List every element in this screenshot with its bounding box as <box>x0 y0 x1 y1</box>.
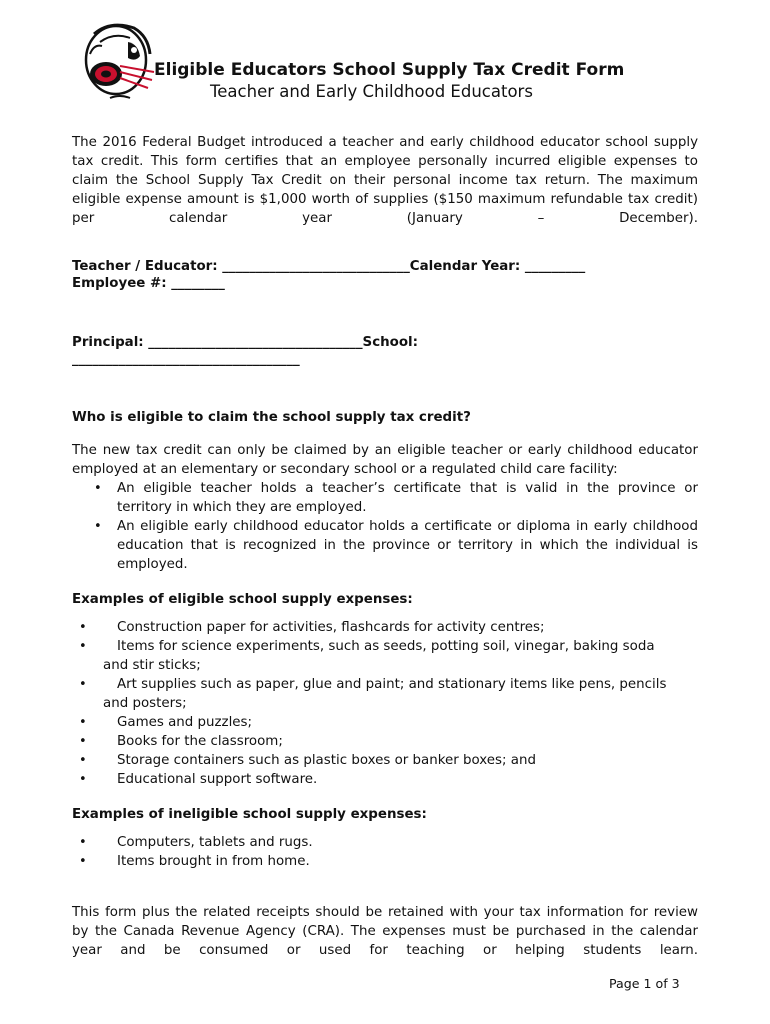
eligible-examples-list <box>72 618 698 789</box>
bullet-icon: • <box>79 677 87 692</box>
eligibility-list <box>72 479 698 574</box>
page-number: Page 1 of 3 <box>609 976 680 991</box>
bullet-icon: • <box>79 772 87 787</box>
bullet-icon: • <box>79 753 87 768</box>
bullet-icon: • <box>79 715 87 730</box>
list-item: • Items brought in from home. <box>79 854 310 869</box>
list-item: • An eligible early childhood educator holds a certificate or diploma in early childhood education that is recognized in the province or territory in which the individual is employed. <box>94 519 698 572</box>
intro-paragraph: The 2016 Federal Budget introduced a teacher and early childhood educator school supply tax credit. This form certifies that an employee personally incurred eligible expenses to claim the School Supply Tax Credit on their personal income tax return. The maximum eligible expense amount is $1,000 worth of supplies ($150 maximum refundable tax credit) per calendar year (January – December). <box>72 135 698 226</box>
school-district-logo <box>80 14 160 102</box>
principal-school-field[interactable]: Principal: ________________________________School: <box>72 335 419 350</box>
employee-number-field[interactable]: Employee #: ________ <box>72 276 225 291</box>
bullet-icon: • <box>79 854 87 869</box>
list-item: • Educational support software. <box>79 772 318 787</box>
bullet-icon: • <box>79 734 87 749</box>
teacher-calendar-field[interactable]: Teacher / Educator: ____________________________Calendar Year: _________ <box>72 259 586 274</box>
list-item: • Books for the classroom; <box>79 734 283 749</box>
form-subtitle: Teacher and Early Childhood Educators <box>210 82 533 101</box>
form-title: Eligible Educators School Supply Tax Credit Form <box>154 60 625 80</box>
list-item: • An eligible teacher holds a teacher’s certificate that is valid in the province or territory in which they are employed. <box>94 481 698 515</box>
closing-paragraph: This form plus the related receipts should be retained with your tax information for review by the Canada Revenue Agency (CRA). The expenses must be purchased in the calendar year and be consumed or used for teaching or helping students learn. <box>72 905 698 958</box>
bullet-icon: • <box>79 835 87 850</box>
bullet-icon: • <box>79 620 87 635</box>
eligibility-heading: Who is eligible to claim the school supply tax credit? <box>72 410 471 425</box>
list-item: • Games and puzzles; <box>79 715 253 730</box>
school-name-field[interactable]: __________________________________ <box>72 352 300 367</box>
bullet-icon: • <box>79 639 87 654</box>
list-item: • Construction paper for activities, flashcards for activity centres; <box>79 620 545 635</box>
list-item: • Items for science experiments, such as seeds, potting soil, vinegar, baking soda and stir sticks; <box>79 639 655 673</box>
eligible-examples-heading: Examples of eligible school supply expenses: <box>72 592 413 607</box>
list-item: • Art supplies such as paper, glue and paint; and stationary items like pens, pencils and posters; <box>79 677 667 711</box>
list-item: • Storage containers such as plastic boxes or banker boxes; and <box>79 753 536 768</box>
ineligible-examples-list <box>72 833 698 871</box>
ineligible-examples-heading: Examples of ineligible school supply expenses: <box>72 807 427 822</box>
bullet-icon: • <box>94 481 102 496</box>
eligibility-intro: The new tax credit can only be claimed by an eligible teacher or early childhood educator employed at an elementary or secondary school or a regulated child care facility: <box>72 443 698 477</box>
list-item: • Computers, tablets and rugs. <box>79 835 313 850</box>
bullet-icon: • <box>94 519 102 534</box>
